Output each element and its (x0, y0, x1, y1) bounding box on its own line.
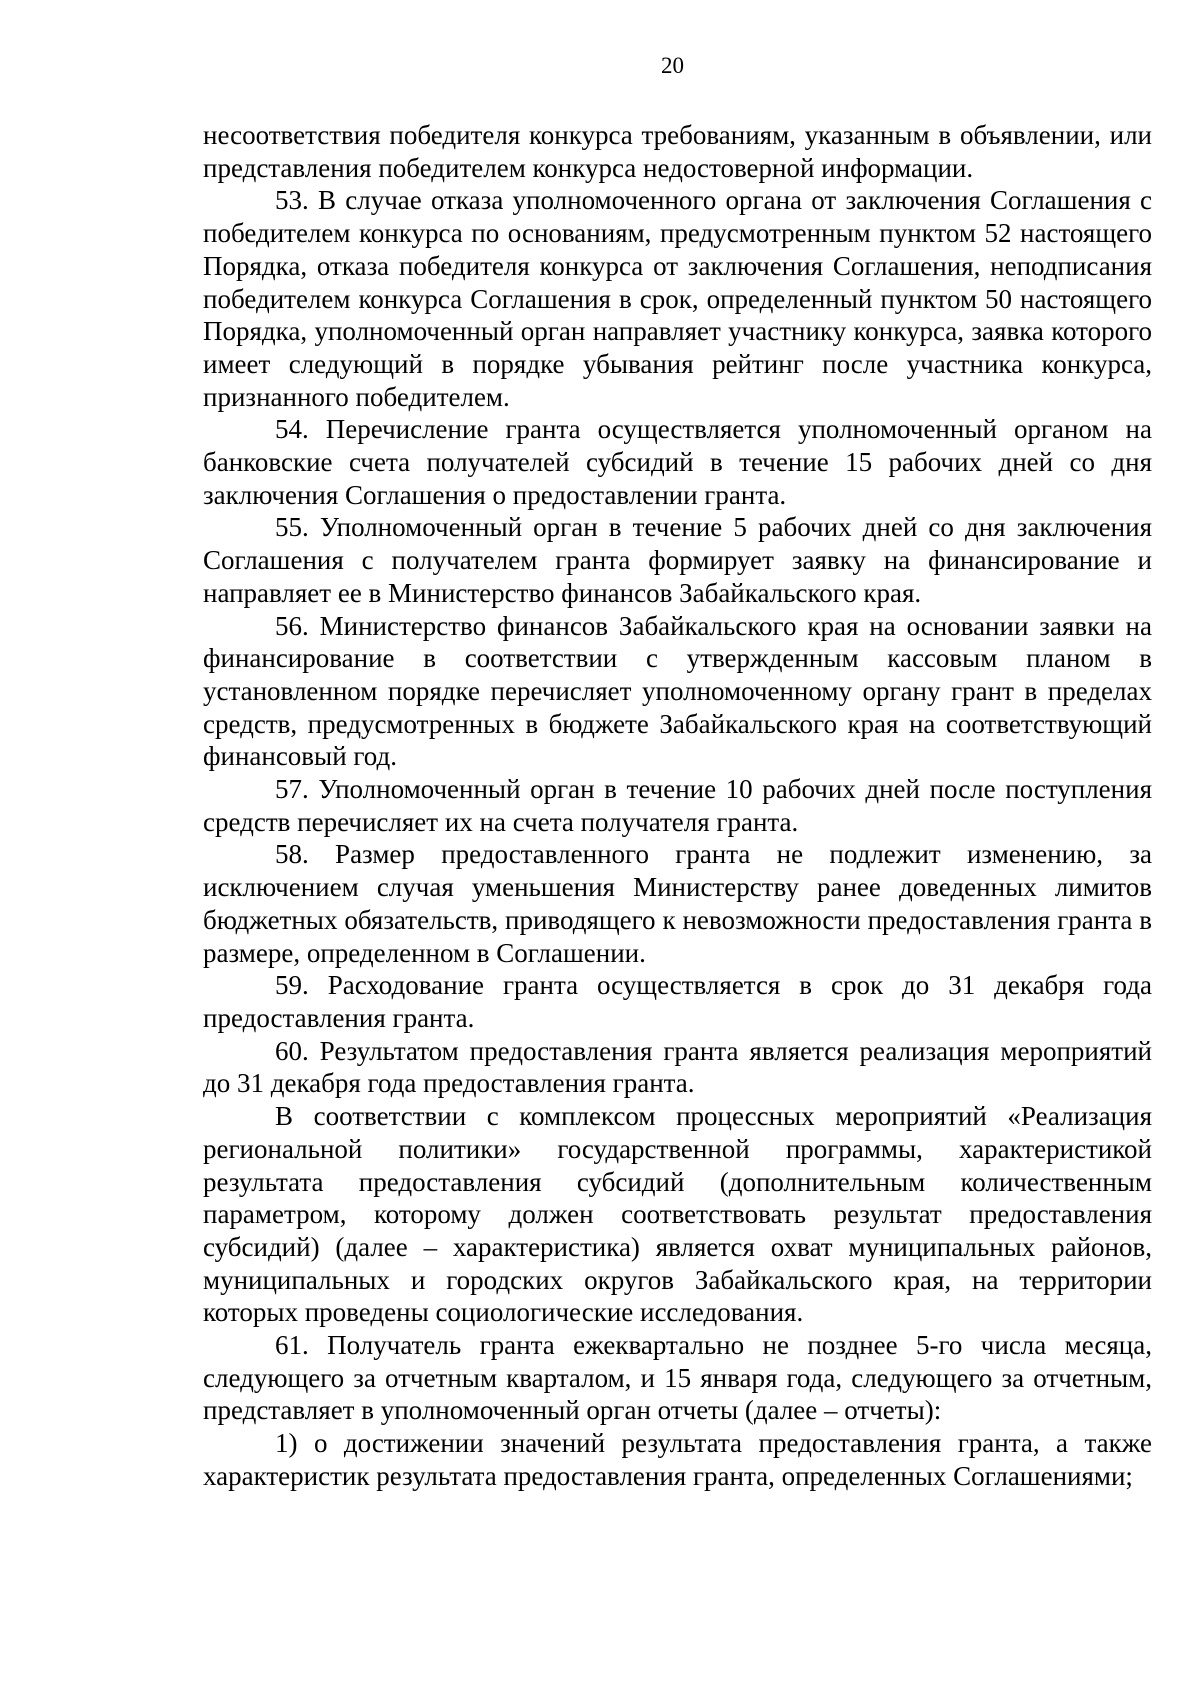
paragraph-60: 60. Результатом предоставления гранта является реализация мероприятий до 31 декабря года предоставления гранта. (203, 1035, 1152, 1099)
paragraph-56: 56. Министерство финансов Забайкальского края на основании заявки на финансирование в соответствии с утвержденным кассовым планом в установленном порядке перечисляет уполномоченному органу грант в пределах средств, предусмотренных в бюджете Забайкальского края на соответствующий финансовый год. (203, 610, 1152, 772)
paragraph-59: 59. Расходование гранта осуществляется в срок до 31 декабря года предоставления гранта. (203, 970, 1152, 1033)
paragraph-61-item-1: 1) о достижении значений результата предоставления гранта, а также характеристик результата предоставления гранта, определенных Соглашениями; (203, 1428, 1152, 1491)
paragraph-58: 58. Размер предоставленного гранта не подлежит изменению, за исключением случая уменьшения Министерству ранее доведенных лимитов бюджетных обязательств, приводящего к невозможности предоставления гранта в размере, определенном в Соглашении. (203, 839, 1152, 968)
paragraph-60-characteristic: В соответствии с комплексом процессных мероприятий «Реализация региональной политики» государственной программы, характеристикой результата предоставления субсидий (дополнительным количественным параметром, которому должен соответствовать результат предоставления субсидий) (далее – характеристика) является охват муниципальных районов, муниципальных и городских округов Забайкальского края, на территории которых проведены социологические исследования. (203, 1101, 1152, 1328)
paragraph-54: 54. Перечисление гранта осуществляется уполномоченный органом на банковские счета получателей субсидий в течение 15 рабочих дней со дня заключения Соглашения о предоставлении гранта. (203, 414, 1152, 510)
document-body (203, 119, 1152, 1493)
paragraph-55: 55. Уполномоченный орган в течение 5 рабочих дней со дня заключения Соглашения с получателем гранта формирует заявку на финансирование и направляет ее в Министерство финансов Забайкальского края. (203, 512, 1152, 608)
paragraph-53: 53. В случае отказа уполномоченного органа от заключения Соглашения с победителем конкурса по основаниям, предусмотренным пунктом 52 настоящего Порядка, отказа победителя конкурса от заключения Соглашения, неподписания победителем конкурса Соглашения в срок, определенный пунктом 50 настоящего Порядка, уполномоченный орган направляет участнику конкурса, заявка которого имеет следующий в порядке убывания рейтинг после участника конкурса, признанного победителем. (203, 185, 1152, 412)
paragraph-continuation: несоответствия победителя конкурса требованиям, указанным в объявлении, или представления победителем конкурса недостоверной информации. (203, 120, 1152, 183)
paragraph-61: 61. Получатель гранта ежеквартально не позднее 5-го числа месяца, следующего за отчетным кварталом, и 15 января года, следующего за отчетным, представляет в уполномоченный орган отчеты (далее – отчеты): (203, 1330, 1152, 1426)
page-number: 20 (661, 53, 684, 78)
paragraph-57: 57. Уполномоченный орган в течение 10 рабочих дней после поступления средств перечисляет их на счета получателя гранта. (203, 774, 1152, 837)
